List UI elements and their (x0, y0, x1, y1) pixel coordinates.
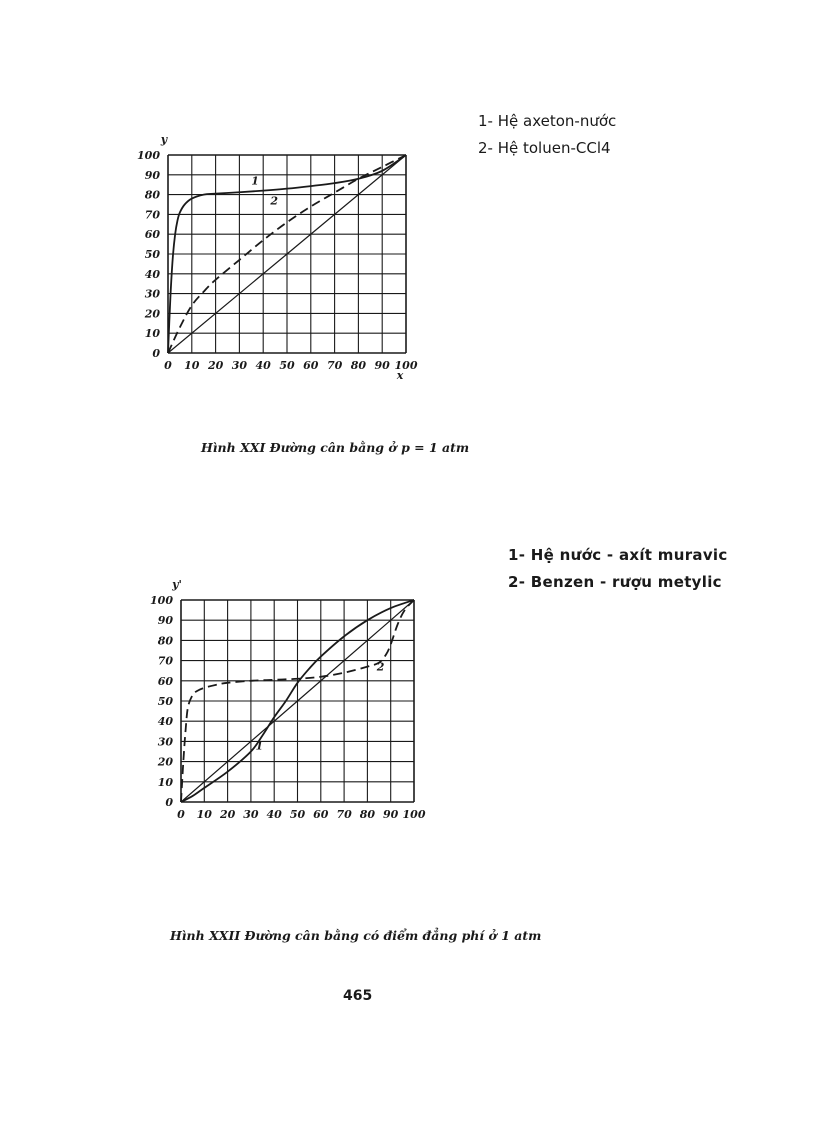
y-tick-label: 10 (144, 327, 160, 341)
caption-figure-xxii: Hình XXII Đường cân bằng có điểm đẳng phí ở 1 atm (170, 928, 542, 943)
y-tick-label: 30 (157, 735, 173, 749)
y-axis-label: y (160, 133, 168, 146)
y-tick-label: 70 (144, 208, 160, 222)
x-tick-label: 0 (164, 359, 172, 372)
x-tick-label: 20 (207, 359, 224, 372)
x-tick-label: 90 (383, 808, 399, 821)
x-tick-label: 10 (196, 808, 212, 821)
x-tick-label: 10 (184, 359, 200, 372)
x-tick-label: 100 (394, 359, 418, 372)
series-label-2: 2 (270, 194, 278, 208)
legend-item-1: 1- Hệ nước - axít muravic (508, 546, 728, 564)
x-tick-label: 30 (231, 359, 248, 372)
x-tick-label: 50 (289, 808, 306, 821)
y-tick-label: 90 (144, 168, 160, 182)
x-tick-label: 60 (313, 808, 329, 821)
y-tick-label: 70 (157, 654, 173, 668)
series-label-2: 2 (376, 660, 385, 674)
x-tick-label: 40 (266, 808, 282, 821)
y-tick-label: 40 (144, 267, 160, 281)
y-tick-label: 20 (144, 307, 160, 321)
x-tick-label: 0 (177, 808, 185, 821)
y-axis-label: y' (172, 578, 182, 591)
x-tick-label: 50 (279, 359, 295, 372)
x-tick-label: 90 (374, 359, 390, 372)
y-tick-label: 0 (165, 796, 173, 809)
y-tick-label: 90 (157, 614, 173, 628)
legend-item-2: 2- Benzen - rượu metylic (508, 573, 722, 591)
x-tick-label: 70 (336, 808, 352, 821)
y-tick-label: 100 (137, 149, 160, 162)
x-tick-label: 30 (243, 808, 259, 821)
y-tick-label: 50 (157, 695, 173, 708)
x-tick-label: 100 (402, 808, 426, 821)
x-tick-label: 60 (303, 359, 319, 372)
x-tick-label: 20 (219, 808, 236, 821)
y-tick-label: 60 (157, 674, 173, 688)
y-tick-label: 80 (144, 188, 160, 202)
y-tick-label: 50 (144, 248, 160, 261)
y-tick-label: 20 (157, 755, 173, 769)
x-tick-label: 40 (255, 359, 271, 372)
y-tick-label: 100 (150, 594, 173, 607)
x-axis-label: x (396, 369, 404, 382)
y-tick-label: 0 (152, 347, 160, 360)
caption-figure-xxi: Hình XXI Đường cân bằng ở p = 1 atm (201, 440, 470, 455)
y-tick-label: 30 (144, 287, 160, 301)
x-tick-label: 80 (359, 808, 376, 821)
y-tick-label: 60 (144, 228, 160, 242)
legend-item-2: 2- Hệ toluen-CCl4 (478, 139, 611, 157)
x-tick-label: 70 (326, 359, 343, 372)
x-tick-label: 80 (350, 359, 367, 372)
y-tick-label: 40 (157, 715, 173, 729)
y-tick-label: 80 (157, 634, 173, 648)
y-tick-label: 10 (157, 775, 173, 789)
series-label-1: 1 (255, 739, 264, 753)
page-number: 465 (343, 988, 373, 1004)
series-label-1: 1 (251, 174, 259, 188)
legend-item-1: 1- Hệ axeton-nước (478, 112, 617, 130)
